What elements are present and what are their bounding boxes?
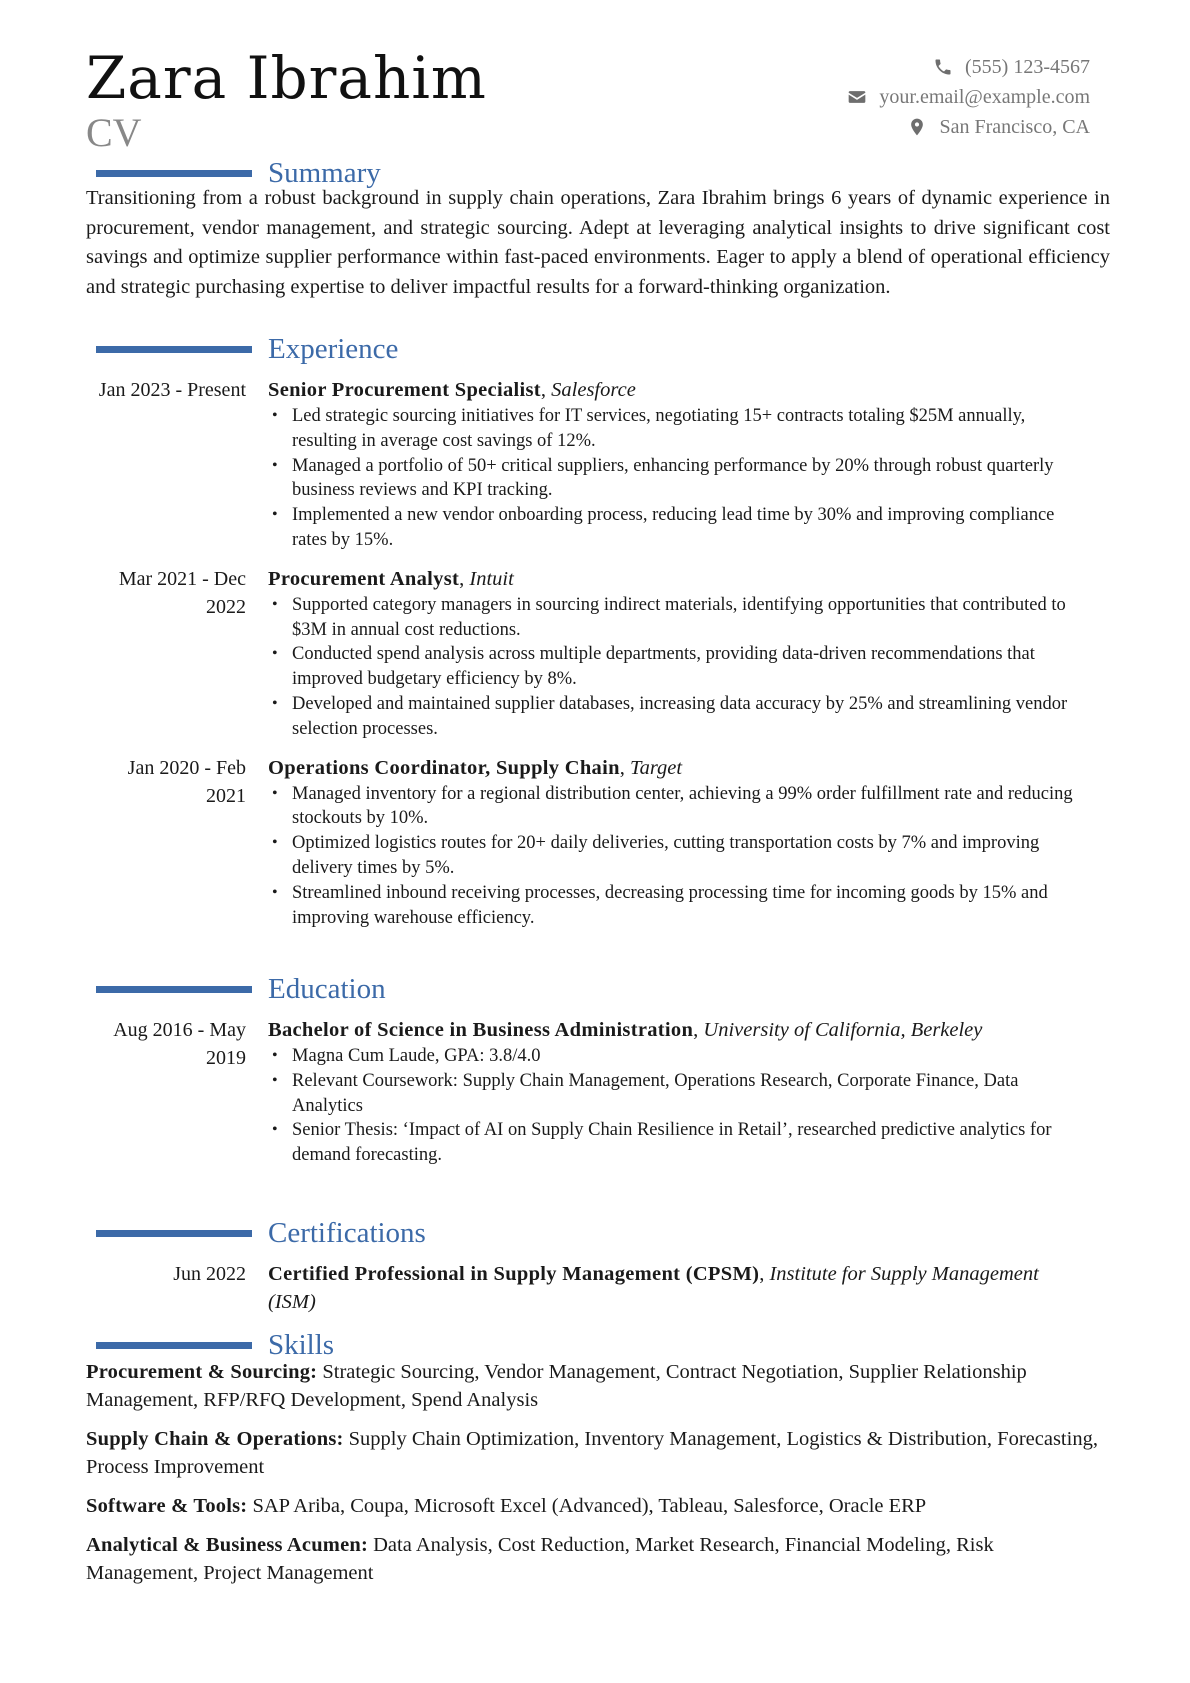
document-subtitle: CV: [86, 110, 142, 155]
skill-items: Supply Chain Optimization, Inventory Management, Logistics & Distribution, Forecasting, Process Improvement: [86, 1428, 1098, 1478]
entry-date: Jan 2020 - Feb 2021: [127, 756, 246, 807]
entry-org: Salesforce: [551, 379, 636, 401]
skill-category: Analytical & Business Acumen:: [86, 1534, 368, 1556]
entry-date: Jun 2022: [173, 1263, 246, 1285]
entry-org: Intuit: [469, 567, 514, 590]
candidate-name: Zara Ibrahim: [86, 44, 487, 112]
bullet-item: • Supported category managers in sourcing indirect materials, identifying opportunities that contributed to $3M in annual cost reductions.: [292, 593, 1088, 643]
skill-items: SAP Ariba, Coupa, Microsoft Excel (Advanced), Tableau, Salesforce, Oracle ERP: [252, 1495, 927, 1517]
entry-heading: Senior Procurement Specialist, Salesforce: [268, 379, 636, 401]
entry-role: Certified Professional in Supply Management (CPSM): [268, 1263, 760, 1285]
section-title: Education: [268, 973, 386, 1005]
entry-heading: Operations Coordinator, Supply Chain, Target: [268, 756, 683, 779]
map-pin-icon: [907, 117, 927, 137]
entry-heading: Bachelor of Science in Business Administration, University of California, Berkeley: [268, 1019, 983, 1041]
phone-text: (555) 123-4567: [965, 56, 1090, 78]
bullet-item: • Conducted spend analysis across multiple departments, providing data-driven recommendations that improved budgetary efficiency by 8%.: [292, 642, 1088, 692]
section-title: Certifications: [268, 1217, 426, 1249]
summary-section: [86, 154, 1110, 302]
contact-phone: [847, 52, 1090, 82]
section-accent-bar: [96, 346, 252, 353]
entry-bullets: [268, 593, 1088, 742]
entry-date: Jan 2023 - Present: [98, 379, 246, 401]
education-entry: [86, 1016, 1110, 1168]
contact-block: [847, 52, 1090, 142]
section-accent-bar: [96, 1230, 252, 1237]
section-heading: [86, 1326, 1110, 1364]
entry-bullets: [268, 782, 1088, 931]
section-accent-bar: [96, 1342, 252, 1349]
entry-bullets: [268, 404, 1088, 553]
section-accent-bar: [96, 986, 252, 993]
location-text: San Francisco, CA: [939, 116, 1090, 138]
entry-role: Senior Procurement Specialist: [268, 379, 541, 401]
skill-group: [86, 1425, 1110, 1481]
entry-role: Procurement Analyst: [268, 567, 460, 590]
section-title: Summary: [268, 157, 381, 189]
entry-org: Target: [630, 756, 683, 779]
section-title: Experience: [268, 333, 399, 365]
skills-section: [86, 1326, 1110, 1598]
bullet-item: • Managed a portfolio of 50+ critical suppliers, enhancing performance by 20% through robust quarterly business reviews and KPI tracking.: [292, 454, 1088, 504]
entry-role: Operations Coordinator, Supply Chain: [268, 756, 620, 779]
experience-section: [86, 330, 1110, 930]
section-heading: [86, 1214, 1110, 1252]
section-heading: [86, 330, 1110, 368]
section-heading: [86, 154, 1110, 192]
education-section: [86, 970, 1110, 1168]
experience-entry: [86, 754, 1110, 931]
envelope-icon: [847, 87, 867, 107]
email-text: your.email@example.com: [879, 86, 1090, 108]
summary-text: Transitioning from a robust background in supply chain operations, Zara Ibrahim brings 6 years of dynamic experience in procurement, vendor management, and strategic sourcing. Adept at leveraging analytical insights to drive significant cost savings and optimize supplier performance within fast-paced environments. Eager to apply a blend of operational efficiency and strategic purchasing expertise to deliver impactful results for a forward-thinking organization.: [86, 187, 1110, 298]
skill-group: [86, 1531, 1110, 1587]
section-accent-bar: [96, 170, 252, 177]
skill-items: Strategic Sourcing, Vendor Management, Contract Negotiation, Supplier Relationship Management, RFP/RFQ Development, Spend Analysis: [86, 1361, 1027, 1411]
certification-entry: [86, 1260, 1110, 1316]
skill-category: Procurement & Sourcing:: [86, 1361, 318, 1383]
bullet-item: • Streamlined inbound receiving processes, decreasing processing time for incoming goods by 15% and improving warehouse efficiency.: [292, 881, 1088, 931]
section-title: Skills: [268, 1329, 335, 1361]
skill-items: Data Analysis, Cost Reduction, Market Research, Financial Modeling, Risk Management, Project Management: [86, 1534, 994, 1584]
entry-role: Bachelor of Science in Business Administration: [268, 1019, 694, 1041]
bullet-item: • Developed and maintained supplier databases, increasing data accuracy by 25% and streamlining vendor selection processes.: [292, 692, 1088, 742]
entry-heading: Certified Professional in Supply Management (CPSM), Institute for Supply Management (ISM): [268, 1263, 1039, 1313]
entry-org: University of California, Berkeley: [703, 1019, 983, 1041]
bullet-item: • Optimized logistics routes for 20+ daily deliveries, cutting transportation costs by 7% and improving delivery times by 5%.: [292, 831, 1088, 881]
experience-entry: [86, 565, 1110, 742]
phone-icon: [933, 57, 953, 77]
skill-category: Software & Tools:: [86, 1495, 248, 1517]
section-heading: [86, 970, 1110, 1008]
entry-heading: Procurement Analyst, Intuit: [268, 567, 514, 590]
entry-date: Mar 2021 - Dec 2022: [118, 567, 246, 618]
bullet-item: • Relevant Coursework: Supply Chain Management, Operations Research, Corporate Finance, Data Analytics: [292, 1069, 1088, 1119]
bullet-item: • Led strategic sourcing initiatives for IT services, negotiating 15+ contracts totaling $25M annually, resulting in average cost savings of 12%.: [292, 404, 1088, 454]
skill-group: [86, 1358, 1110, 1414]
contact-location: [847, 112, 1090, 142]
skill-group: [86, 1492, 1110, 1520]
contact-email: [847, 82, 1090, 112]
certifications-section: [86, 1214, 1110, 1316]
skill-category: Supply Chain & Operations:: [86, 1428, 344, 1450]
entry-date: Aug 2016 - May 2019: [113, 1019, 246, 1069]
bullet-item: • Magna Cum Laude, GPA: 3.8/4.0: [292, 1044, 1088, 1069]
experience-entry: [86, 376, 1110, 553]
bullet-item: • Senior Thesis: ‘Impact of AI on Supply Chain Resilience in Retail’, researched predictive analytics for demand forecasting.: [292, 1118, 1088, 1168]
bullet-item: • Managed inventory for a regional distribution center, achieving a 99% order fulfillment rate and reducing stockouts by 10%.: [292, 782, 1088, 832]
entry-bullets: [268, 1044, 1088, 1168]
bullet-item: • Implemented a new vendor onboarding process, reducing lead time by 30% and improving compliance rates by 15%.: [292, 503, 1088, 553]
entry-org: Institute for Supply Management (ISM): [268, 1263, 1039, 1313]
